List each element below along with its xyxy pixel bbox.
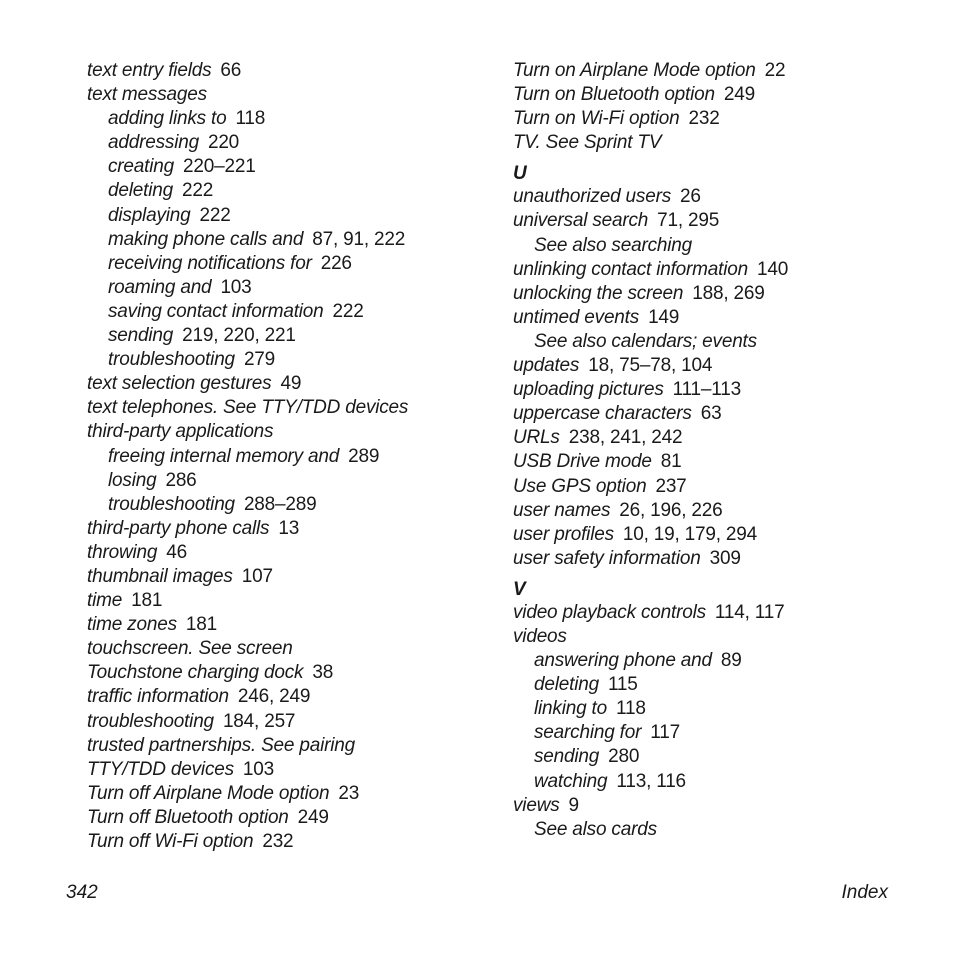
index-page-refs: 181 (185, 614, 217, 636)
index-page-refs: 26 (680, 186, 701, 208)
index-entry (87, 758, 487, 782)
index-page-refs: 46 (166, 541, 187, 563)
index-term: displaying (108, 204, 191, 226)
index-page-refs: 232 (688, 108, 720, 130)
index-subentry (513, 721, 913, 745)
index-term: unlinking contact information (513, 258, 749, 280)
index-term: deleting (534, 674, 599, 696)
index-entry (513, 131, 913, 155)
index-page-refs: 188, 269 (692, 282, 765, 304)
index-page-refs: 249 (723, 84, 755, 106)
index-entry (87, 782, 487, 806)
index-term: Turn off Airplane Mode option (87, 782, 330, 804)
index-column-left (87, 59, 487, 854)
index-term: touchscreen. See screen (87, 638, 293, 660)
index-subentry (87, 324, 487, 348)
index-entry (513, 378, 913, 402)
index-page-refs: 289 (348, 445, 380, 467)
index-page-refs: 66 (220, 60, 242, 81)
index-term: user names (513, 499, 611, 521)
index-entry (87, 710, 487, 734)
index-page-refs: 279 (243, 349, 276, 371)
index-page-refs: 38 (312, 662, 334, 684)
index-subentry (87, 348, 487, 372)
index-subentry (87, 493, 487, 517)
index-term: text telephones. See TTY/TDD devices (87, 397, 409, 419)
index-page-refs: 63 (700, 403, 722, 425)
index-page-refs: 118 (235, 108, 266, 130)
index-subentry (87, 155, 487, 179)
index-subentry (87, 300, 487, 324)
index-term: video playback controls (513, 601, 706, 623)
index-term: saving contact information (108, 300, 324, 322)
index-subentry (513, 770, 913, 794)
index-entry (513, 402, 913, 426)
index-entry (87, 806, 487, 830)
index-term: receiving notifications for (108, 252, 312, 274)
index-term: watching (534, 770, 608, 792)
index-page-refs: 184, 257 (222, 710, 296, 732)
index-entry (87, 83, 487, 107)
index-entry (87, 420, 487, 444)
index-term: Use GPS option (513, 475, 647, 497)
index-entry (87, 541, 487, 565)
index-term: TTY/TDD devices (87, 758, 234, 780)
index-term: See also calendars; events (534, 330, 757, 352)
index-term: updates (513, 355, 580, 377)
index-entry (87, 589, 487, 613)
index-entry (87, 661, 487, 685)
index-entry (87, 565, 487, 589)
index-subentry (87, 179, 487, 203)
index-term: videos (513, 625, 567, 647)
index-page-refs: 10, 19, 179, 294 (622, 523, 758, 545)
index-page-refs: 9 (568, 794, 579, 816)
index-page-refs: 220–221 (183, 156, 256, 178)
index-page-refs: 222 (181, 180, 214, 202)
index-entry (513, 107, 913, 131)
index-term: third-party applications (87, 421, 274, 443)
index-term: traffic information (87, 686, 229, 708)
index-entry (87, 396, 487, 420)
index-page-refs: 238, 241, 242 (568, 427, 683, 449)
index-entry (513, 258, 913, 282)
index-entry (87, 517, 487, 541)
index-term: sending (534, 746, 600, 768)
index-subentry (87, 276, 487, 300)
index-entry (513, 426, 913, 450)
index-page-refs: 114, 117 (714, 601, 785, 623)
index-subentry (513, 649, 913, 673)
index-term: text entry fields (87, 60, 212, 81)
index-page-refs: 118 (616, 698, 646, 720)
index-term: troubleshooting (108, 349, 235, 371)
index-term: troubleshooting (108, 493, 235, 515)
index-entry (513, 794, 913, 818)
index-page-refs: 81 (660, 451, 682, 473)
index-page-refs: 226 (320, 252, 352, 274)
index-entry (87, 613, 487, 637)
index-term: untimed events (513, 306, 640, 328)
index-page-refs: 18, 75–78, 104 (588, 355, 713, 377)
index-entry (513, 601, 913, 625)
index-subentry (513, 745, 913, 769)
index-page-refs: 103 (220, 276, 252, 298)
index-term: Touchstone charging dock (87, 662, 304, 684)
index-entry (87, 637, 487, 661)
index-term: deleting (108, 180, 173, 202)
index-subentry (87, 252, 487, 276)
index-column-right (513, 59, 913, 842)
section-name: Index (841, 882, 888, 903)
index-term: See also cards (534, 818, 657, 840)
index-page-refs: 249 (297, 806, 329, 828)
index-term: losing (108, 469, 157, 491)
index-term: Turn off Bluetooth option (87, 806, 289, 828)
index-subentry (87, 131, 487, 155)
index-page-refs: 26, 196, 226 (619, 499, 723, 521)
index-subentry (87, 445, 487, 469)
index-entry (87, 59, 487, 83)
index-term: freeing internal memory and (108, 445, 340, 467)
index-subentry (513, 818, 913, 842)
index-term: thumbnail images (87, 565, 233, 587)
index-subentry (87, 204, 487, 228)
index-page-refs: 89 (720, 650, 742, 672)
index-term: time zones (87, 614, 177, 636)
index-page-refs: 117 (650, 722, 680, 744)
index-page-refs: 149 (648, 306, 680, 328)
index-term: searching for (534, 722, 642, 744)
index-entry (513, 83, 913, 107)
index-page-refs: 87, 91, 222 (312, 228, 406, 250)
index-page-refs: 181 (131, 590, 163, 612)
index-term: user safety information (513, 547, 701, 569)
index-term: time (87, 590, 123, 612)
index-term: Turn off Wi-Fi option (87, 831, 254, 852)
index-page-refs: 222 (332, 300, 364, 322)
index-subentry (87, 469, 487, 493)
index-entry (513, 523, 913, 547)
index-term: answering phone and (534, 650, 712, 672)
index-term: unlocking the screen (513, 282, 684, 304)
index-page-refs: 113, 116 (616, 770, 686, 792)
index-entry (513, 547, 913, 571)
index-term: URLs (513, 427, 560, 449)
index-page-refs: 232 (262, 831, 294, 852)
index-term: USB Drive mode (513, 451, 652, 473)
index-letter-heading: V (513, 578, 526, 600)
index-page-refs: 13 (278, 517, 300, 539)
index-page-refs: 115 (607, 674, 638, 696)
index-term: troubleshooting (87, 710, 214, 732)
index-term: Turn on Wi-Fi option (513, 108, 680, 130)
index-page-refs: 219, 220, 221 (182, 325, 296, 347)
index-entry (87, 830, 487, 854)
index-subentry (513, 234, 913, 258)
index-term: Turn on Airplane Mode option (513, 60, 756, 81)
index-entry (513, 625, 913, 649)
index-term: See also searching (534, 234, 693, 256)
index-page-refs: 237 (655, 475, 687, 497)
index-page-refs: 23 (338, 782, 360, 804)
index-page-refs: 71, 295 (657, 210, 720, 232)
index-page-refs: 220 (207, 132, 240, 154)
index-term: Turn on Bluetooth option (513, 84, 715, 106)
index-term: trusted partnerships. See pairing (87, 734, 356, 756)
index-letter-heading: U (513, 163, 527, 185)
index-entry (513, 185, 913, 209)
page-number: 342 (66, 882, 98, 903)
index-term: user profiles (513, 523, 614, 545)
index-page-refs: 49 (280, 373, 302, 395)
index-page-refs: 107 (241, 565, 273, 587)
index-term: text messages (87, 84, 207, 106)
index-entry (513, 282, 913, 306)
index-page-refs: 246, 249 (237, 686, 311, 708)
index-term: text selection gestures (87, 373, 272, 395)
index-term: throwing (87, 541, 158, 563)
index-entry (513, 475, 913, 499)
index-entry (87, 372, 487, 396)
index-subentry (513, 330, 913, 354)
index-page-refs: 288–289 (243, 493, 317, 515)
index-term: making phone calls and (108, 228, 304, 250)
index-subentry (87, 228, 487, 252)
index-term: views (513, 794, 560, 816)
index-subentry (87, 107, 487, 131)
index-term: roaming and (108, 276, 212, 298)
index-page-refs: 140 (757, 258, 789, 280)
index-term: universal search (513, 210, 649, 232)
index-term: linking to (534, 698, 607, 720)
index-entry (513, 499, 913, 523)
index-entry (513, 450, 913, 474)
index-page-refs: 280 (608, 746, 640, 768)
index-entry (513, 59, 913, 83)
index-entry (87, 734, 487, 758)
index-entry (513, 209, 913, 233)
index-page-refs: 111–113 (672, 379, 741, 401)
index-term: TV. See Sprint TV (513, 132, 662, 154)
index-term: unauthorized users (513, 186, 672, 208)
index-entry (87, 685, 487, 709)
index-term: sending (108, 325, 174, 347)
index-page-refs: 103 (242, 758, 275, 780)
index-term: third-party phone calls (87, 517, 270, 539)
index-page-refs: 22 (764, 60, 786, 81)
index-page-refs: 286 (165, 469, 197, 491)
index-entry (513, 306, 913, 330)
index-term: addressing (108, 132, 199, 154)
index-subentry (513, 697, 913, 721)
index-entry (513, 354, 913, 378)
index-term: creating (108, 156, 174, 178)
index-term: uploading pictures (513, 379, 664, 401)
index-page-refs: 309 (709, 547, 741, 569)
index-page-refs: 222 (199, 204, 231, 226)
index-subentry (513, 673, 913, 697)
index-term: adding links to (108, 108, 227, 130)
index-term: uppercase characters (513, 403, 692, 425)
